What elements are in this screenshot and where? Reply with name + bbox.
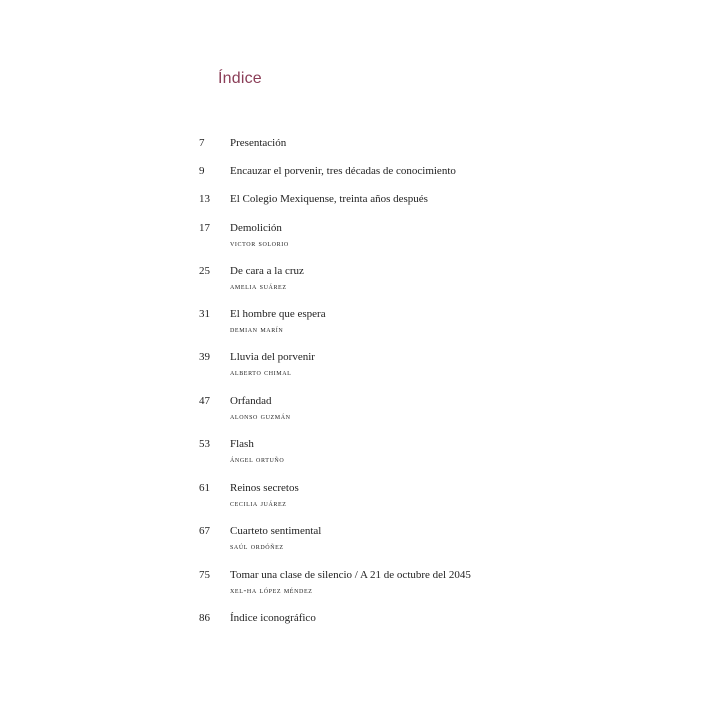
toc-author: demian marín (230, 324, 284, 334)
toc-author: victor solorio (230, 238, 289, 248)
toc-page-number: 9 (199, 165, 205, 177)
toc-page-number: 53 (199, 438, 210, 450)
toc-page-number: 31 (199, 308, 210, 320)
toc-title: Flash (230, 438, 254, 450)
toc-page-number: 13 (199, 193, 210, 205)
toc-title: Reinos secretos (230, 482, 299, 494)
toc-author: xel-ha lópez méndez (230, 585, 313, 595)
toc-page-number: 7 (199, 137, 205, 149)
toc-title: Orfandad (230, 395, 272, 407)
toc-title: El hombre que espera (230, 308, 326, 320)
toc-author: alberto chimal (230, 367, 292, 377)
toc-page-number: 25 (199, 265, 210, 277)
toc-author: ángel ortuño (230, 454, 285, 464)
toc-title: Cuarteto sentimental (230, 525, 322, 537)
toc-title: Lluvia del porvenir (230, 351, 315, 363)
toc-title: Demolición (230, 222, 282, 234)
toc-title: Presentación (230, 137, 287, 149)
toc-title: Tomar una clase de silencio / A 21 de octubre del 2045 (230, 569, 471, 581)
toc-author: alonso guzmán (230, 411, 291, 421)
toc-title: Índice iconográfico (230, 612, 316, 624)
toc-author: amelia suárez (230, 281, 287, 291)
toc-page-number: 61 (199, 482, 210, 494)
toc-page-number: 75 (199, 569, 210, 581)
toc-title: El Colegio Mexiquense, treinta años después (230, 193, 428, 205)
toc-page-number: 17 (199, 222, 210, 234)
toc-title: Encauzar el porvenir, tres décadas de conocimiento (230, 165, 456, 177)
toc-page-number: 39 (199, 351, 210, 363)
toc-title: De cara a la cruz (230, 265, 304, 277)
page-title: Índice (218, 70, 262, 87)
toc-author: cecilia juárez (230, 498, 287, 508)
toc-page-number: 67 (199, 525, 210, 537)
toc-page-number: 86 (199, 612, 210, 624)
toc-author: saúl ordóñez (230, 541, 284, 551)
toc-page-number: 47 (199, 395, 210, 407)
